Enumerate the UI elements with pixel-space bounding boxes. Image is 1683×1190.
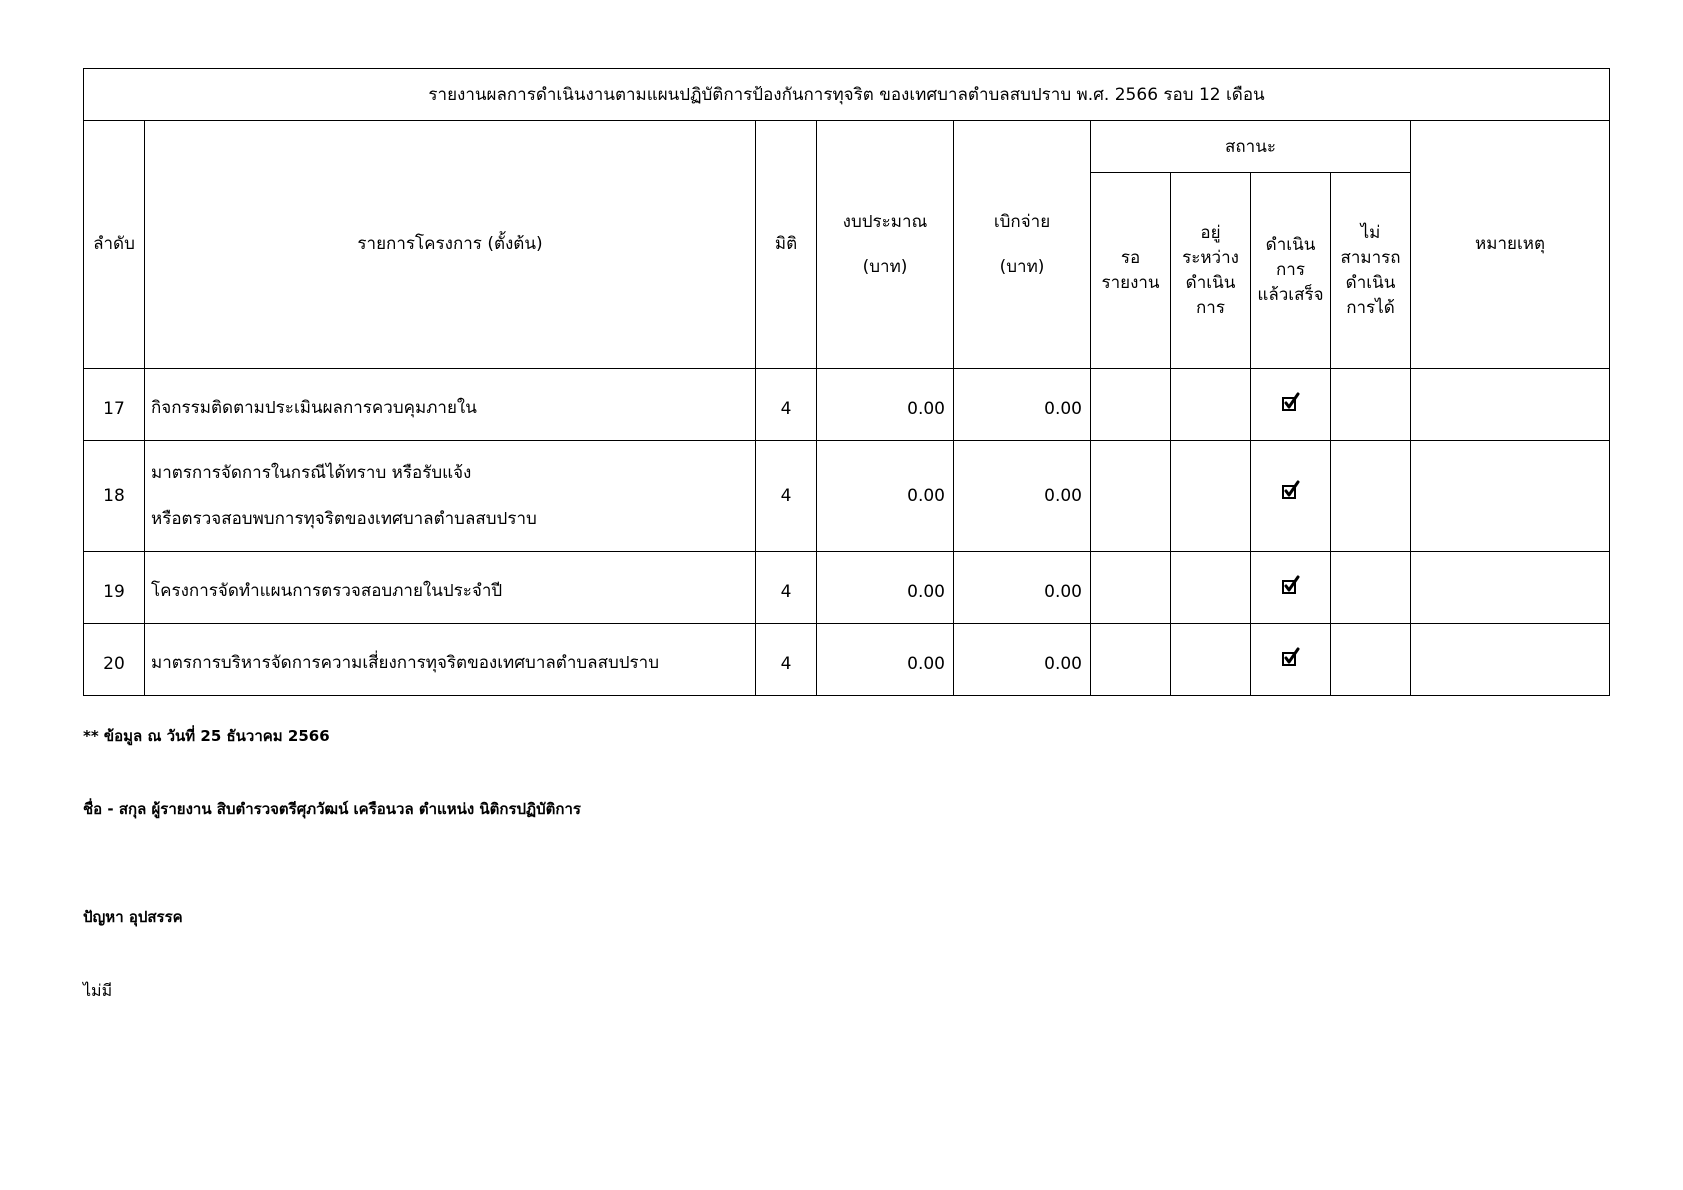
row-project-name — [145, 441, 756, 552]
checked-box-icon — [1281, 647, 1301, 667]
row-status-unable — [1331, 624, 1411, 696]
row-order: 20 — [84, 624, 145, 696]
header-status-unable-line2: สามารถ — [1340, 247, 1401, 268]
row-dimension: 4 — [756, 369, 817, 441]
table-row — [84, 552, 1610, 624]
header-status-unable-line3: ดำเนิน — [1345, 272, 1396, 293]
row-dimension: 4 — [756, 552, 817, 624]
row-status-in-progress — [1171, 441, 1251, 552]
header-disbursed-line2: (บาท) — [999, 256, 1045, 277]
row-project-name — [145, 624, 756, 696]
header-status-done-line3: แล้วเสร็จ — [1257, 285, 1324, 305]
row-budget: 0.00 — [817, 369, 954, 441]
row-order: 18 — [84, 441, 145, 552]
row-status-in-progress — [1171, 369, 1251, 441]
row-project-name-line1: กิจกรรมติดตามประเมินผลการควบคุมภายใน — [151, 398, 477, 418]
row-disbursed: 0.00 — [954, 441, 1091, 552]
row-status-unable — [1331, 441, 1411, 552]
problems-label: ปัญหา อุปสรรค — [83, 908, 183, 926]
header-status: สถานะ — [1091, 121, 1411, 173]
header-disbursed-line1: เบิกจ่าย — [993, 211, 1051, 232]
header-status-waiting — [1091, 173, 1171, 369]
table-row — [84, 624, 1610, 696]
report-title: รายงานผลการดำเนินงานตามแผนปฏิบัติการป้องกันการทุจริต ของเทศบาลตำบลสบปราบ พ.ศ. 2566 รอบ 12 เดือน — [84, 69, 1610, 121]
header-status-done — [1251, 173, 1331, 369]
row-status-done — [1251, 624, 1331, 696]
row-dimension: 4 — [756, 624, 817, 696]
header-status-unable — [1331, 173, 1411, 369]
header-status-waiting-line2: รายงาน — [1101, 272, 1160, 293]
header-order: ลำดับ — [84, 121, 145, 369]
row-budget: 0.00 — [817, 441, 954, 552]
row-disbursed: 0.00 — [954, 624, 1091, 696]
row-project-name-line1: มาตรการบริหารจัดการความเสี่ยงการทุจริตของเทศบาลตำบลสบปราบ — [151, 653, 660, 673]
table-row — [84, 441, 1610, 552]
row-budget: 0.00 — [817, 552, 954, 624]
row-disbursed: 0.00 — [954, 552, 1091, 624]
header-status-waiting-line1: รอ — [1120, 247, 1141, 268]
header-status-unable-line1: ไม่ — [1360, 222, 1381, 243]
row-status-done — [1251, 441, 1331, 552]
row-project-name-line1: มาตรการจัดการในกรณีได้ทราบ หรือรับแจ้ง — [151, 462, 472, 483]
header-budget — [817, 121, 954, 369]
row-disbursed: 0.00 — [954, 369, 1091, 441]
header-status-unable-line4: การได้ — [1346, 297, 1395, 318]
row-remarks — [1411, 441, 1610, 552]
header-budget-line2: (บาท) — [862, 256, 908, 277]
checked-box-icon — [1281, 392, 1301, 412]
header-status-in-progress-line1: อยู่ — [1200, 222, 1221, 243]
table-row — [84, 369, 1610, 441]
row-status-waiting — [1091, 552, 1171, 624]
row-project-name — [145, 369, 756, 441]
header-status-in-progress-line2: ระหว่าง — [1182, 247, 1239, 268]
row-status-in-progress — [1171, 552, 1251, 624]
header-disbursed — [954, 121, 1091, 369]
row-project-name — [145, 552, 756, 624]
header-status-in-progress — [1171, 173, 1251, 369]
checked-box-icon — [1281, 480, 1301, 500]
row-project-name-line1: โครงการจัดทำแผนการตรวจสอบภายในประจำปี — [151, 581, 503, 601]
row-budget: 0.00 — [817, 624, 954, 696]
row-status-unable — [1331, 369, 1411, 441]
row-order: 17 — [84, 369, 145, 441]
row-remarks — [1411, 552, 1610, 624]
row-project-name-line2: หรือตรวจสอบพบการทุจริตของเทศบาลตำบลสบปราบ — [151, 508, 537, 529]
header-status-done-line2: การ — [1276, 260, 1305, 280]
header-status-in-progress-line3: ดำเนิน — [1185, 272, 1236, 293]
header-status-done-line1: ดำเนิน — [1265, 235, 1316, 255]
checked-box-icon — [1281, 575, 1301, 595]
row-status-in-progress — [1171, 624, 1251, 696]
row-status-unable — [1331, 552, 1411, 624]
row-remarks — [1411, 624, 1610, 696]
data-date-note: ** ข้อมูล ณ วันที่ 25 ธันวาคม 2566 — [83, 727, 330, 745]
header-remarks: หมายเหตุ — [1411, 121, 1610, 369]
header-budget-line1: งบประมาณ — [842, 211, 928, 232]
row-status-done — [1251, 369, 1331, 441]
reporter-note: ชื่อ - สกุล ผู้รายงาน สิบตำรวจตรีศุภวัฒน์ เครือนวล ตำแหน่ง นิติกรปฏิบัติการ — [83, 800, 581, 818]
header-status-in-progress-line4: การ — [1196, 297, 1225, 318]
row-order: 19 — [84, 552, 145, 624]
row-status-waiting — [1091, 369, 1171, 441]
problems-value: ไม่มี — [83, 981, 113, 1000]
header-dimension: มิติ — [756, 121, 817, 369]
row-status-done — [1251, 552, 1331, 624]
row-status-waiting — [1091, 441, 1171, 552]
row-remarks — [1411, 369, 1610, 441]
row-dimension: 4 — [756, 441, 817, 552]
row-status-waiting — [1091, 624, 1171, 696]
header-project: รายการโครงการ (ตั้งต้น) — [145, 121, 756, 369]
report-table — [83, 68, 1610, 696]
